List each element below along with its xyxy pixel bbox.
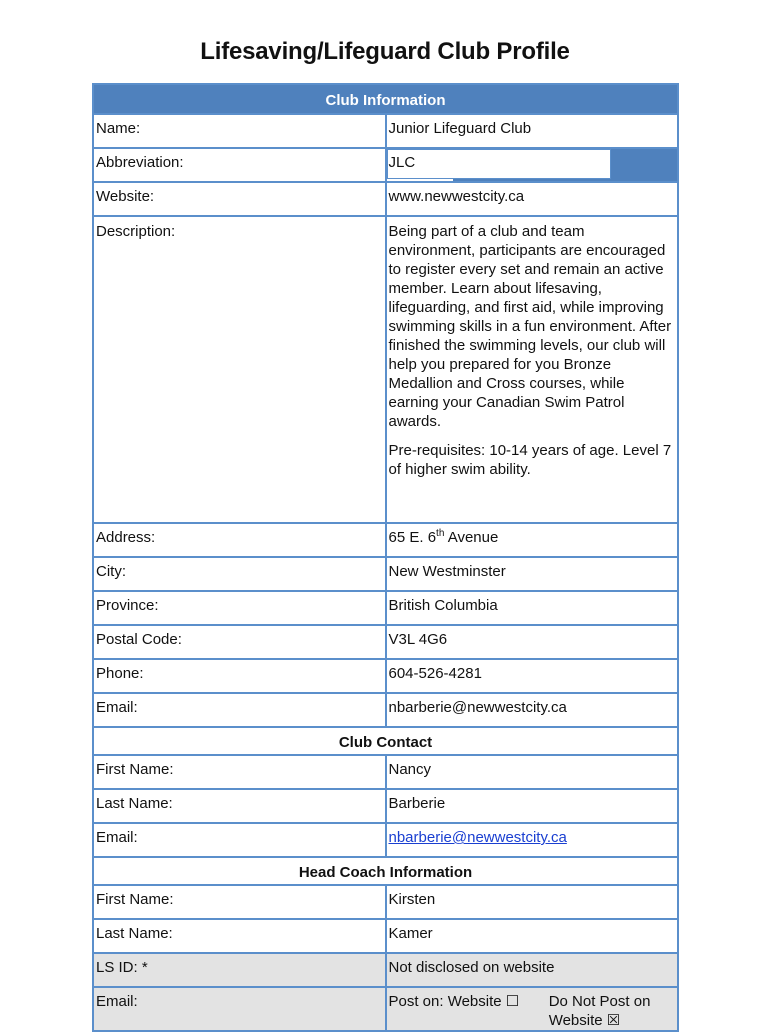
contact-first-name-field[interactable]: Nancy [386,755,679,789]
club-email-row [93,693,678,727]
head-coach-header: Head Coach Information [93,857,678,885]
province-label: Province: [93,591,386,625]
address-label: Address: [93,523,386,557]
coach-lsid-row [93,953,678,987]
name-row [93,114,678,148]
coach-first-name-field[interactable]: Kirsten [386,885,679,919]
abbreviation-label: Abbreviation: [93,148,386,182]
city-row [93,557,678,591]
coach-last-name-row [93,919,678,953]
postal-code-row [93,625,678,659]
contact-first-name-label: First Name: [93,755,386,789]
address-row [93,523,678,557]
coach-lsid-field[interactable]: Not disclosed on website [386,953,679,987]
club-information-header-row [93,84,678,114]
name-field[interactable]: Junior Lifeguard Club [386,114,679,148]
abbreviation-field[interactable] [386,148,679,182]
contact-last-name-label: Last Name: [93,789,386,823]
coach-email-label: Email: [93,987,386,1031]
abbreviation-value: JLC [388,154,416,171]
description-label: Description: [93,216,386,523]
coach-lsid-label: LS ID: * [93,953,386,987]
head-coach-header-row [93,857,678,885]
club-contact-header-row [93,727,678,755]
club-profile-form [92,83,679,1032]
coach-email-field [386,987,679,1031]
description-row [93,216,678,523]
website-row [93,182,678,216]
postal-code-field[interactable]: V3L 4G6 [386,625,679,659]
address-field[interactable] [386,523,679,557]
club-email-label: Email: [93,693,386,727]
post-on-website-checkbox[interactable]: Post on: Website ☐ [388,993,520,1010]
website-label: Website: [93,182,386,216]
province-row [93,591,678,625]
abbreviation-row [93,148,678,182]
do-not-post-checkbox[interactable]: Do Not Post on Website ☒ [548,993,651,1029]
address-number: 65 E. 6 [388,529,437,546]
postal-code-label: Postal Code: [93,625,386,659]
city-label: City: [93,557,386,591]
description-field[interactable] [386,216,679,523]
contact-first-name-row [93,755,678,789]
abbreviation-input-box [387,149,611,179]
description-paragraph: Being part of a club and team environment, participants are encouraged to register every set and remain an active member. Learn about lifesaving, lifeguarding, and first aid, while improving swimming skills in a fun environment. After finished the swimming levels, our club will help you prepared for you Bronze Medallion and Cross courses, while earning your Canadian Swim Patrol awards. [388,223,672,430]
address-street: Avenue [444,529,499,546]
province-field[interactable]: British Columbia [386,591,679,625]
club-information-header: Club Information [93,84,678,114]
website-field[interactable]: www.newwestcity.ca [386,182,679,216]
contact-email-link[interactable]: nbarberie@newwestcity.ca [388,829,567,846]
phone-row [93,659,678,693]
name-label: Name: [93,114,386,148]
coach-first-name-label: First Name: [93,885,386,919]
phone-label: Phone: [93,659,386,693]
page-title: Lifesaving/Lifeguard Club Profile [200,38,570,65]
contact-email-label: Email: [93,823,386,857]
phone-field[interactable]: 604-526-4281 [386,659,679,693]
prerequisites-paragraph: Pre-requisites: 10-14 years of age. Level 7 of higher swim ability. [388,442,672,478]
contact-email-row [93,823,678,857]
contact-last-name-row [93,789,678,823]
coach-last-name-label: Last Name: [93,919,386,953]
coach-first-name-row [93,885,678,919]
contact-email-field[interactable] [386,823,679,857]
club-contact-header: Club Contact [93,727,678,755]
coach-email-row [93,987,678,1031]
contact-last-name-field[interactable]: Barberie [386,789,679,823]
city-field[interactable]: New Westminster [386,557,679,591]
club-email-field[interactable]: nbarberie@newwestcity.ca [386,693,679,727]
coach-last-name-field[interactable]: Kamer [386,919,679,953]
address-superscript: th [436,528,445,539]
